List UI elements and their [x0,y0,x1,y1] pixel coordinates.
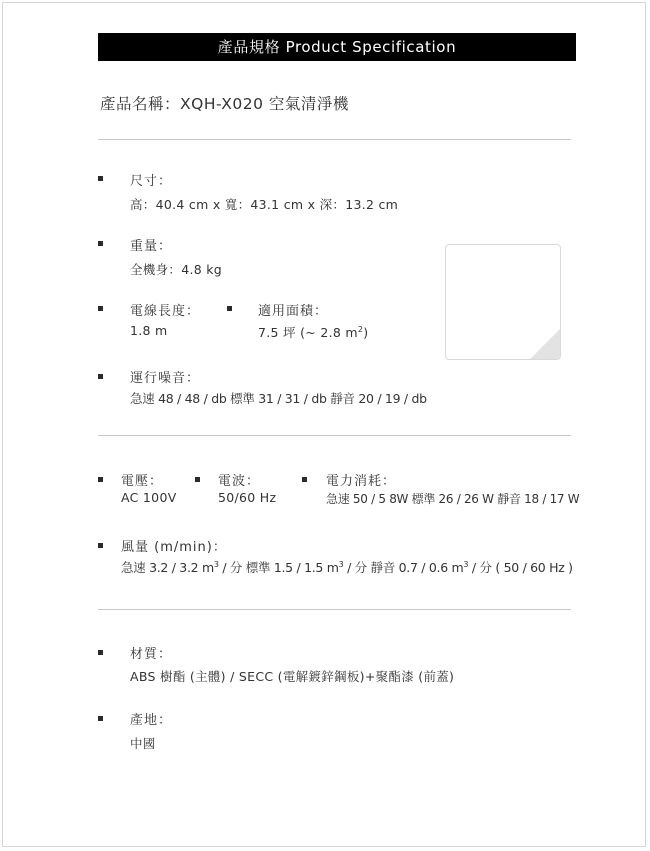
weight-value: 全機身：4.8 kg [130,262,223,277]
size-value: 高：40.4 cm x 寬：43.1 cm x 深：13.2 cm [130,197,399,212]
weight-label: 重量： [130,239,173,254]
power-value: 急速 50 / 5 8W 標準 26 / 26 W 靜音 18 / 17 W [326,492,580,506]
bullet [302,477,307,482]
bullet [98,241,103,246]
origin-label: 產地： [130,713,173,728]
airflow-label: 風量 (m/min)： [121,540,227,555]
divider [98,139,571,140]
airflow-value: 急速 3.2 / 3.2 $m^3$ / 分 標準 1.5 / 1.5 $m^3$ / 分 靜音 0.7 / 0.6 $m^3$ / 分 ( 50 / 60 Hz ) [121,560,573,575]
area-label: 適用面積： [258,304,329,319]
bullet [98,176,103,181]
size-label: 尺寸： [130,174,173,189]
origin-value: 中國 [130,736,156,751]
divider [98,609,571,610]
product-image-placeholder [445,244,561,360]
noise-label: 運行噪音： [130,371,201,386]
bullet [227,306,232,311]
bullet [98,716,103,721]
divider [98,435,571,436]
material-label: 材質： [130,647,173,662]
cable-length-label: 電線長度： [130,304,201,319]
material-value: ABS 樹酯 (主體) / SECC (電解鍍鋅鋼板)+聚酯漆 (前蓋) [130,669,455,684]
bullet [98,306,103,311]
power-label: 電力消耗： [326,474,397,489]
voltage-value: AC 100V [121,490,177,505]
area-value: 7.5 坪 (~ 2.8 $m^2$) [258,325,369,340]
bullet [98,543,103,548]
frequency-value: 50/60 Hz [218,490,277,505]
bullet [98,477,103,482]
product-name: 產品名稱：XQH-X020 空氣清淨機 [100,95,349,113]
frequency-label: 電波： [218,474,261,489]
cable-length-value: 1.8 m [130,323,168,338]
bullet [98,374,103,379]
voltage-label: 電壓： [121,474,164,489]
noise-value: 急速 48 / 48 / db 標準 31 / 31 / db 靜音 20 / 19 / db [130,391,427,406]
bullet [195,477,200,482]
spec-header: 產品規格 Product Specification [98,33,576,61]
bullet [98,650,103,655]
page-fold-icon [530,329,560,359]
